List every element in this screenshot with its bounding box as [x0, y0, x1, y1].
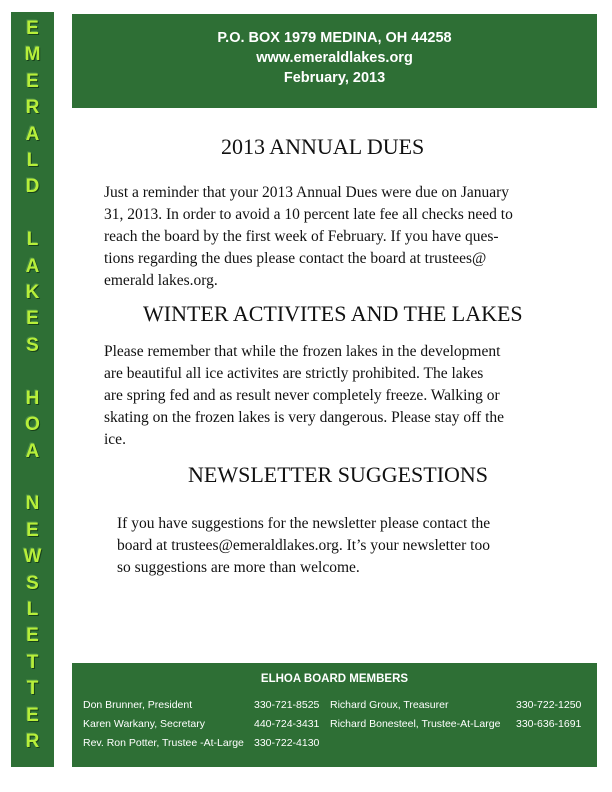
text-line: reach the board by the first week of February. If you have ques-	[104, 228, 499, 245]
member-name: Rev. Ron Potter, Trustee -At-Large	[83, 737, 244, 749]
text-line: If you have suggestions for the newsletter please contact the	[117, 515, 491, 532]
text-line: board at trustees@emeraldlakes.org. It’s your newsletter too	[117, 537, 490, 554]
text-line: Just a reminder that your 2013 Annual Dues were due on January	[104, 184, 510, 201]
text-line: are spring fed and as result never completely freeze. Walking or	[104, 387, 500, 404]
sidebar-title-banner	[11, 12, 54, 767]
sidebar-letter: E	[26, 18, 39, 39]
sidebar-letter: A	[25, 440, 40, 462]
newsletter-suggestions-text	[117, 513, 490, 579]
member-phone: 330-721-8525	[254, 699, 320, 711]
sidebar-letter: E	[26, 704, 39, 726]
issue-date: February, 2013	[283, 70, 386, 86]
sidebar-letter: R	[25, 97, 40, 119]
sidebar-letter: L	[26, 598, 39, 620]
text-line: skating on the frozen lakes is very dangerous. Please stay off the	[104, 409, 505, 426]
text-line: so suggestions are more than welcome.	[117, 559, 360, 576]
sidebar-letter: R	[25, 730, 40, 752]
sidebar-spacer	[30, 467, 35, 489]
sidebar-letter: L	[26, 150, 39, 172]
member-name: Don Brunner, President	[83, 699, 193, 711]
text-line: Please remember that while the frozen lakes in the development	[104, 343, 501, 360]
sidebar-letter: N	[25, 493, 40, 515]
board-members-panel	[72, 663, 597, 767]
sidebar-letter: S	[26, 572, 39, 594]
sidebar-letter: K	[25, 282, 40, 304]
sidebar-letter: D	[25, 176, 40, 198]
section-heading-annual-dues: 2013 ANNUAL DUES	[221, 134, 425, 159]
board-members-title: ELHOA BOARD MEMBERS	[260, 673, 409, 685]
sidebar-letter: W	[23, 546, 42, 568]
sidebar-letter: A	[25, 123, 40, 145]
text-line: tions regarding the dues please contact the board at trustees@	[104, 250, 487, 267]
sidebar-letter: E	[26, 519, 39, 541]
sidebar-letter: H	[25, 387, 40, 409]
sidebar-letter: E	[26, 625, 39, 647]
text-line: ice.	[104, 431, 126, 448]
sidebar-spacer	[30, 203, 35, 225]
text-line: 31, 2013. In order to avoid a 10 percent late fee all checks need to	[104, 206, 513, 223]
masthead	[72, 14, 597, 108]
sidebar-spacer	[30, 361, 35, 383]
member-phone: 330-722-4130	[254, 737, 320, 749]
sidebar-letter: O	[25, 414, 40, 436]
member-phone: 330-636-1691	[516, 718, 582, 730]
annual-dues-text	[104, 182, 513, 292]
sidebar-letter: T	[26, 678, 39, 700]
sidebar-letter: A	[25, 255, 40, 277]
mailing-address: P.O. BOX 1979 MEDINA, OH 44258	[217, 30, 452, 46]
member-name: Karen Warkany, Secretary	[83, 718, 205, 730]
sidebar-letter: T	[26, 651, 39, 673]
member-phone: 440-724-3431	[254, 718, 320, 730]
member-phone: 330-722-1250	[516, 699, 582, 711]
section-heading-newsletter-suggestions: NEWSLETTER SUGGESTIONS	[188, 462, 489, 487]
sidebar-letter: M	[24, 44, 41, 66]
website-link[interactable]: www.emeraldlakes.org	[256, 50, 413, 66]
text-line: are beautiful all ice activites are strictly prohibited. The lakes	[104, 365, 484, 382]
sidebar-letter: L	[26, 229, 39, 251]
sidebar-letter: S	[26, 334, 39, 356]
member-name: Richard Groux, Treasurer	[330, 699, 449, 711]
section-heading-winter-activities: WINTER ACTIVITES AND THE LAKES	[143, 301, 523, 326]
member-name: Richard Bonesteel, Trustee-At-Large	[330, 718, 501, 730]
sidebar-letter: E	[26, 70, 39, 92]
sidebar-letter: E	[26, 308, 39, 330]
winter-activities-text	[104, 341, 504, 451]
text-line: emerald lakes.org.	[104, 272, 218, 289]
